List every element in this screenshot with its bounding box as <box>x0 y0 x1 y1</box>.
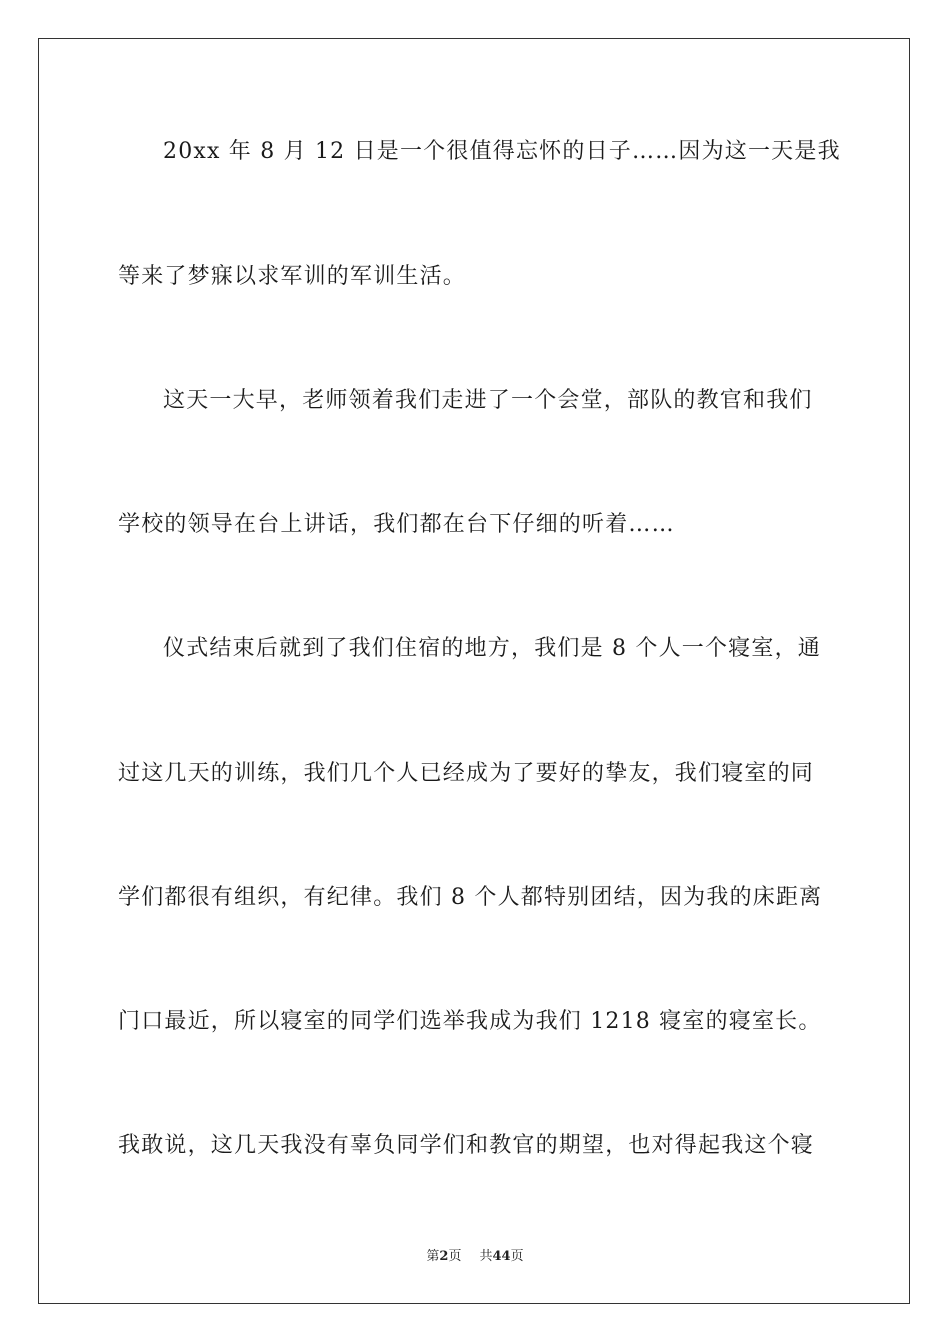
total-prefix: 共 <box>479 1249 493 1264</box>
paragraph-2-line-1: 这天一大早，老师领着我们走进了一个会堂，部队的教官和我们 <box>163 388 813 413</box>
page-prefix: 第 <box>426 1249 440 1264</box>
paragraph-3-line-4: 门口最近，所以寝室的同学们选举我成为我们 1218 寝室的寝室长。 <box>118 1009 822 1034</box>
page-number: 2 <box>439 1249 449 1264</box>
paragraph-2-line-2: 学校的领导在台上讲话，我们都在台下仔细的听着…… <box>118 512 675 537</box>
page-suffix: 页 <box>448 1249 462 1264</box>
paragraph-3-line-5: 我敢说，这几天我没有辜负同学们和教官的期望，也对得起我这个寝 <box>118 1133 815 1158</box>
paragraph-3-line-1: 仪式结束后就到了我们住宿的地方，我们是 8 个人一个寝室，通 <box>163 636 821 661</box>
page-border <box>38 38 910 1304</box>
paragraph-1-line-2: 等来了梦寐以求军训的军训生活。 <box>118 264 467 289</box>
total-suffix: 页 <box>510 1249 524 1264</box>
paragraph-1-line-1: 20xx 年 8 月 12 日是一个很值得忘怀的日子……因为这一天是我 <box>163 139 841 164</box>
total-pages: 44 <box>492 1249 511 1264</box>
page-footer <box>0 1248 950 1266</box>
paragraph-3-line-3: 学们都很有组织，有纪律。我们 8 个人都特别团结，因为我的床距离 <box>118 885 823 910</box>
paragraph-3-line-2: 过这几天的训练，我们几个人已经成为了要好的挚友，我们寝室的同 <box>118 761 815 786</box>
